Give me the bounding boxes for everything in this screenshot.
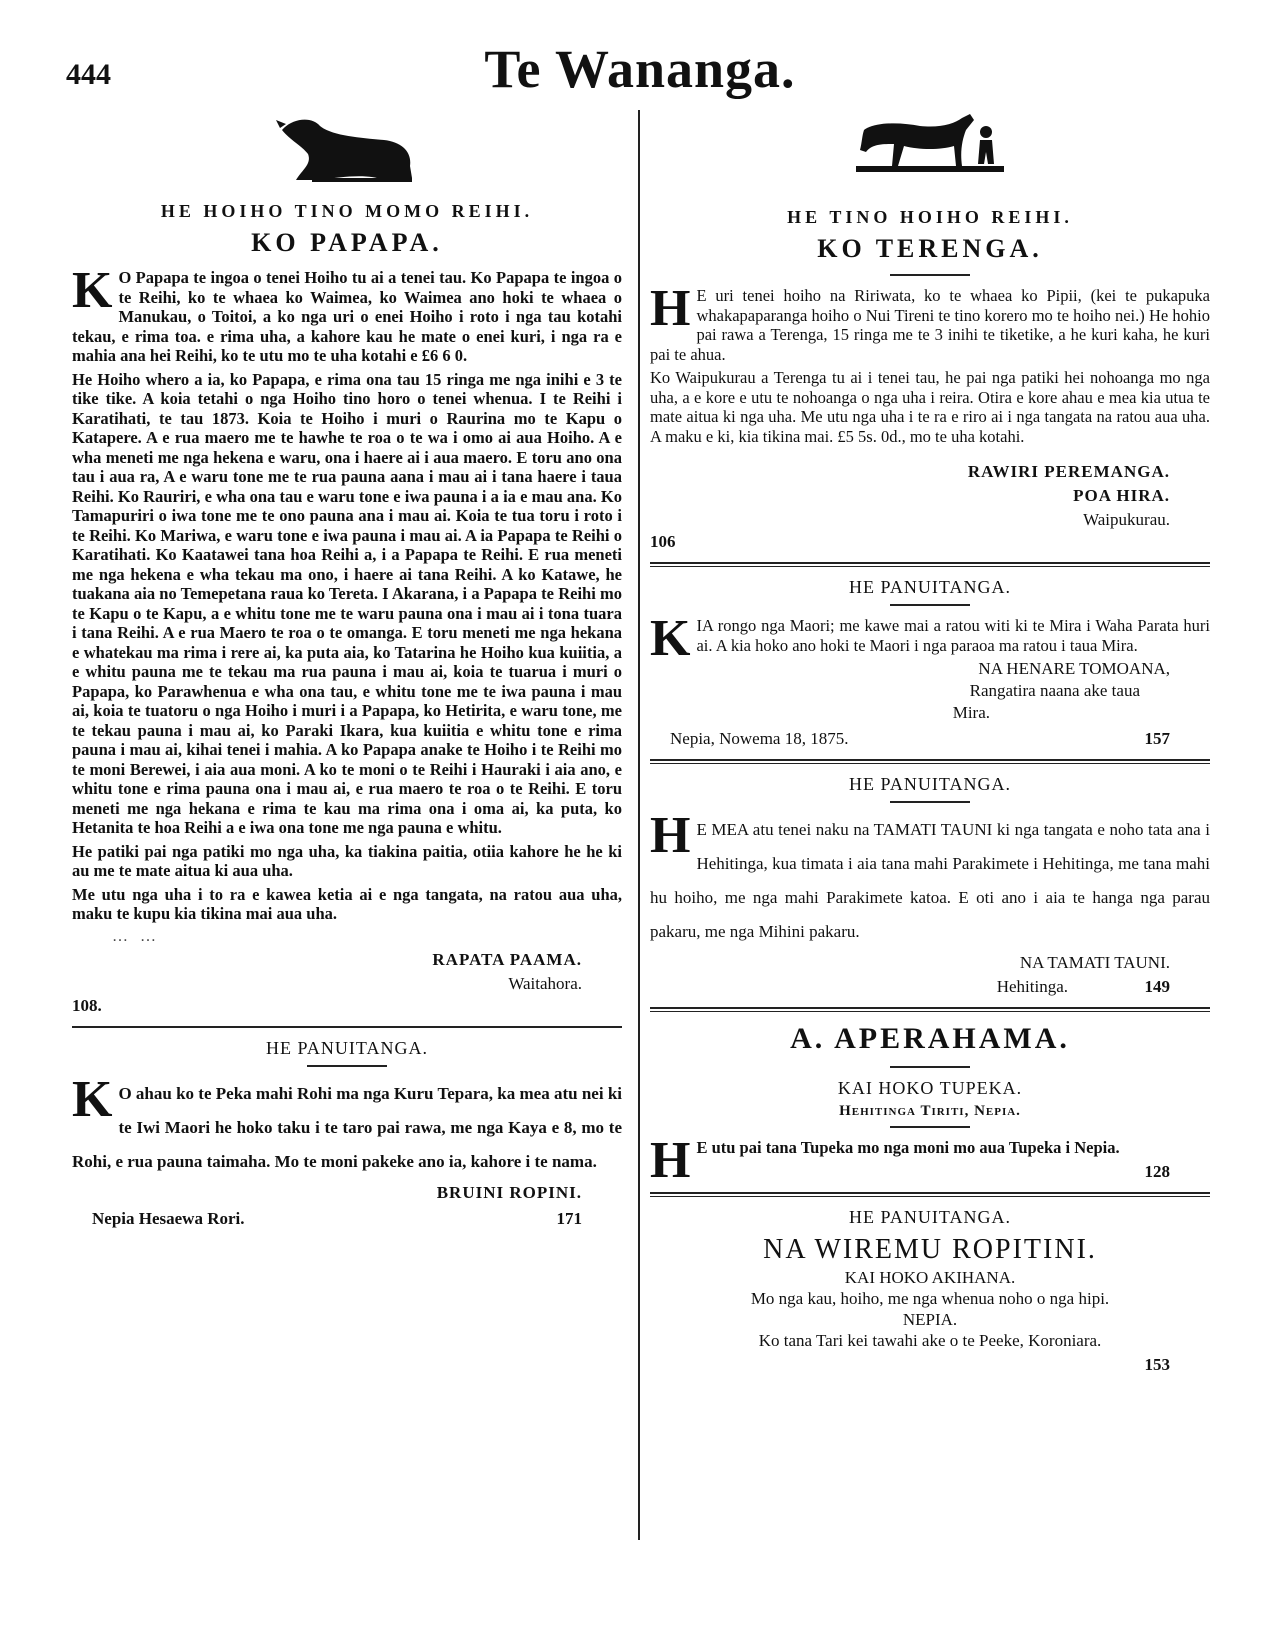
right-ad5-number-text: 153	[1144, 1354, 1170, 1374]
left-ad2-text: O ahau ko te Peka mahi Rohi ma nga Kuru Tepara, ka mea atu nei ki te Iwi Maori he hoko taku i te taro pai rawa, me nga Kaya e 8, mo te Rohi, e rua pauna taimaha. Mo te moni pakeke ano ia, kahore i te nama.	[72, 1083, 622, 1171]
right-ad4-name: A. APERAHAMA.	[790, 1022, 1070, 1055]
right-ad4-number	[650, 1162, 1170, 1182]
right-place-1: Waipukurau.	[1083, 510, 1170, 529]
page-number: 444	[66, 58, 111, 91]
right-short-rule-1	[890, 274, 970, 276]
left-short-rule	[307, 1065, 387, 1067]
left-ad2-dropcap: K	[72, 1070, 113, 1128]
right-ad2-dropcap: K	[650, 610, 691, 667]
right-ad2-title-2: Mira.	[952, 703, 990, 722]
left-ad2-heading: HE PANUITANGA.	[266, 1037, 428, 1058]
right-rule-3	[650, 1007, 1210, 1012]
page-title: Te Wananga.	[484, 39, 796, 99]
right-ad5-place: NEPIA.	[902, 1309, 958, 1329]
right-ad3-number: 149	[1144, 977, 1170, 996]
right-ad3-heading: HE PANUITANGA.	[849, 774, 1011, 794]
right-ad4-dropcap: H	[650, 1132, 691, 1189]
right-ad2-date: Nepia, Nowema 18, 1875.	[670, 729, 849, 748]
right-ad3-signature: NA TAMATI TAUNI.	[1019, 953, 1170, 972]
right-ad5-line2: Ko tana Tari kei tawahi ake o te Peeke, Koroniara.	[758, 1330, 1102, 1350]
right-ad5-name: NA WIREMU ROPITINI.	[763, 1233, 1097, 1265]
right-article	[650, 280, 1210, 446]
left-ad2-signature: BRUINI ROPINI.	[436, 1182, 582, 1202]
left-paragraph: O Papapa te ingoa o tenei Hoiho tu ai a tenei tau. Ko Papapa te ingoa o te Reihi, ko te whaea ko Waimea, ko Waimea ano hoki te whaea o Manukau, o Toitoi, a ko nga uri o enei Hoiho i roto i nga tau kotahi tekau, e rima toa. e rima uha, a kahore kau he mate o enei kuri, i nga ra e mahia ana hei Reihi, ko te utu mo te uha kotahi e £6 6 0.	[72, 268, 622, 365]
right-heading-2: KO TERENGA.	[817, 234, 1043, 263]
right-short-rule-3	[890, 801, 970, 803]
right-ad5-heading: HE PANUITANGA.	[849, 1206, 1011, 1227]
right-ad2-body	[650, 610, 1210, 667]
right-ad5-number	[650, 1355, 1170, 1375]
right-column	[650, 100, 1210, 1379]
right-short-rule-5	[890, 1126, 970, 1128]
right-ad2-number: 157	[1144, 729, 1170, 748]
left-dots: … …	[112, 927, 160, 945]
left-paragraph: Me utu nga uha i to ra e kawea ketia ai e nga tangata, na ratou aua uha, maku te kupu kia tikina mai aua uha.	[72, 884, 622, 923]
right-ad3-place: Hehitinga.	[996, 977, 1068, 996]
left-place: Waitahora.	[508, 973, 582, 993]
right-dropcap: H	[650, 280, 691, 337]
left-ad2-number: 171	[556, 1208, 582, 1228]
right-rule-2	[650, 759, 1210, 764]
left-column	[72, 100, 622, 1235]
right-ad3-dropcap: H	[650, 807, 691, 864]
right-ad4-trade: KAI HOKO TUPEKA.	[837, 1078, 1023, 1098]
right-ad4-address: Hehitinga Tiriti, Nepia.	[839, 1103, 1021, 1119]
horse-and-trainer-icon	[650, 100, 1210, 195]
right-rule-4	[650, 1192, 1210, 1197]
left-ad2-address: Nepia Hesaewa Rori.	[92, 1208, 245, 1228]
left-ad2-body	[72, 1070, 622, 1179]
right-signature-2: POA HIRA.	[1073, 486, 1170, 505]
right-ad3-footer	[650, 977, 1170, 997]
lying-horse-icon	[72, 100, 622, 195]
left-rule	[72, 1026, 622, 1028]
right-short-rule-2	[890, 604, 970, 606]
right-ad4-number-text: 128	[1144, 1161, 1170, 1181]
right-ad2-title-1: Rangatira naana ake taua	[969, 681, 1140, 700]
right-ad4-text: E utu pai tana Tupeka mo nga moni mo aua Tupeka i Nepia.	[696, 1138, 1120, 1157]
left-heading-1: HE HOIHO TINO MOMO REIHI.	[160, 201, 534, 221]
right-short-rule-4	[890, 1066, 970, 1068]
left-heading-2: KO PAPAPA.	[251, 228, 443, 257]
column-divider	[638, 110, 640, 1540]
right-ad3-body	[650, 807, 1210, 949]
right-ad3-text: E MEA atu tenei naku na TAMATI TAUNI ki nga tangata e noho tata ana i Hehitinga, kua timata i aia tana mahi Parakimete i Hehitinga, me tana mahi hu hoiho, me nga mahi Parakimete katoa. E oti ano i aia te hanga nga parau pakaru, me nga Mihini pakaru.	[650, 820, 1210, 941]
right-signature-1: RAWIRI PEREMANGA.	[967, 462, 1170, 481]
right-ad5-line1: Mo nga kau, hoiho, me nga whenua noho o nga hipi.	[750, 1288, 1110, 1308]
right-paragraph: Ko Waipukurau a Terenga tu ai i tenei tau, he pai nga patiki hei nohoanga mo nga uha, a e kore e utu te nohoanga o nga uha i reira. Otira e kore ahau e mea kia utua te mate aitua ki nga uha. Me utu nga uha i te ra e riro ai i nga tangata na ratou aua uha. A maku e ki, kia tikina mai. £5 5s. 0d., mo te uha kotahi.	[650, 368, 1210, 446]
right-ad2-footer	[670, 729, 1170, 749]
right-paragraph: E uri tenei hoiho na Ririwata, ko te whaea ko Pipii, (kei te pukapuka whakapaparanga hoiho o Nui Tireni te tino korero mo te hoiho nei.) He hohio pai rawa a Terenga, 15 ringa me te 3 inihi te tiketike, a he kuri kaha, he kuri pai te ahua.	[650, 286, 1210, 364]
right-ad-number-1: 106	[650, 532, 676, 551]
right-rule-1	[650, 562, 1210, 567]
left-dropcap: K	[72, 262, 113, 319]
right-ad2-signature: NA HENARE TOMOANA,	[978, 659, 1170, 678]
left-ad2-footer	[92, 1209, 582, 1229]
left-ad-number: 108.	[72, 995, 102, 1015]
right-ad2-heading: HE PANUITANGA.	[849, 577, 1011, 597]
left-paragraph: He Hoiho whero a ia, ko Papapa, e rima ona tau 15 ringa me nga inihi e 3 te tike tike. A koia tetahi o nga Hoiho tino horo o tenei whenua. I te Reihi i Karatihati, te tau 1873. Koia te Hoiho i muri o Raurina mo te Kapu o Katapere. A e rua maero me te hawhe te roa o te wa i omo ai aua Hoiho. A e wha meneti me nga hekena e waru, ona i haere ai i aua maero. E toru ano ona tau i aua ra, A e waru tone me te rua pauna aana i mau ai i tana haere i taua Reihi. Ko Rauriri, e wha ona tau e waru tone e iwa pauna i a ia e mau ana. Ko Tamapuriri o iwa tone me te ono pauna ana i mau ai. Koia te tua toru i roto i te Reihi. Ko Mariwa, e waru tone e iwa pauna i mau ai. A ia Papapa te Reihi o Karatihati. Ko Kaatawei tana hoa Reihi a, i a Papapa te Reihi. E rua meneti me nga hekena e wha tekau ma ono, i haere ai tana Reihi. A ko Katawe, he tuakana aia no Temepetana raua ko Tereta. I Akarana, i a Papapa te Reihi mo te Kapu o te Kapu, a e whitu tone me te waru pauna ona i mau ai i tona tuara i tana Reihi. A e rua Maero te roa o te omanga. E toru meneti me nga hekana e whatekau ma rima i rere ai, ka puta aia, ko Tatarina he Hoiho kua kuiitia, a e whitu pauna me te tekau ma rua pauna i mau ai, koia te tuarua i muri o Papapa, ko Parawhenua e wha ona tau, e whitu tone me te iwa pauna i mau ai, koia te tuatoru o nga Hoiho i muri i a Papapa, ko Hetirita, e waru tone, me te tekau pauna i mau ai, ko Paraki Ikara, kua kuiitia e whitu tone e rima pauna i mau ai, kihai tenei i mahia. A ko Papapa anake te Hoiho i te Reihi mo te moni Berewei, i aia aua moni. A ko te moni o te Reihi i Hauraki i aia ano, e whitu tone e rima pauna ona i mau ai, e rua maero te roa o te Reihi. E toru meneti me nga hekana e rima te kau ma rima ona i oma ai, ka puta, ko Hetanita te hoa Reihi a e iwa ona tone me nga pauna e whitu.	[72, 369, 622, 837]
left-article	[72, 262, 622, 924]
left-signature: RAPATA PAAMA.	[432, 949, 582, 969]
right-ad2-text: IA rongo nga Maori; me kawe mai a ratou witi ki te Mira i Waha Parata huri ai. A kia hoko ano hoki te Maori i nga paraoa ma ratou i taua Mira.	[696, 616, 1210, 655]
right-ad5-trade: KAI HOKO AKIHANA.	[844, 1267, 1016, 1287]
left-paragraph: He patiki pai nga patiki mo nga uha, ka tiakina paitia, otiia kahore he he ki au me te mate aitua ki aua uha.	[72, 841, 622, 880]
right-heading-1: HE TINO HOIHO REIHI.	[787, 207, 1073, 227]
